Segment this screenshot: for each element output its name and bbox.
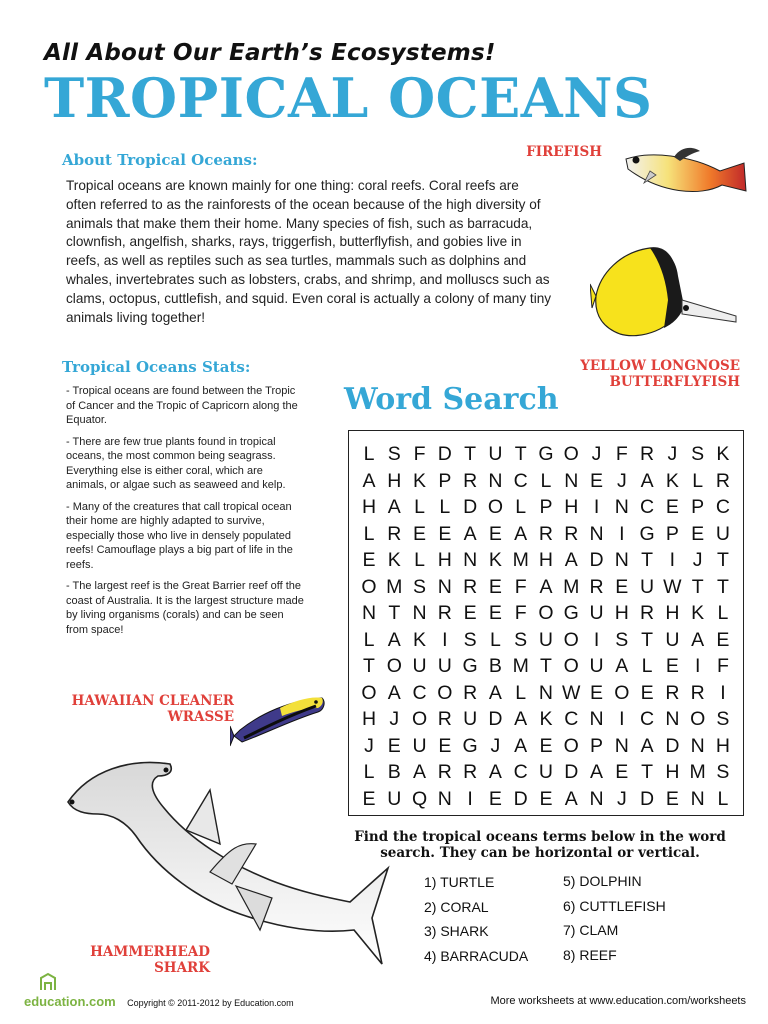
stats-item: - There are few true plants found in tropical oceans, the most common being seagrass. Everything else is either coral, which are animals, or algae such as seaweed and kelp. [66,435,286,491]
grid-letter: C [640,496,655,518]
grid-letter: N [690,787,705,810]
stats-heading: Tropical Oceans Stats: [62,358,251,376]
grid-letter: C [640,708,655,730]
stats-item: - Tropical oceans are found between the Tropic of Cancer and the Tropic of Capricorn along the Equator. [66,385,298,426]
grid-letter: E [716,628,730,651]
grid-letter: T [641,549,654,571]
grid-letter: T [514,443,527,465]
grid-letter: U [715,522,730,545]
grid-letter: N [437,787,452,810]
grid-letter: O [563,443,579,465]
grid-letter: P [665,522,679,545]
grid-letter: E [665,496,679,518]
grid-letter: R [640,443,655,465]
footer-copyright: Copyright © 2011-2012 by Education.com [127,998,294,1008]
grid-letter: L [515,681,527,704]
grid-letter: R [665,681,680,704]
grid-letter: D [488,708,503,730]
butterflyfish-illustration [590,244,740,344]
grid-letter: U [387,787,402,810]
grid-letter: U [589,655,604,677]
grid-letter: K [413,628,427,651]
grid-letter: L [717,787,729,810]
stats-item: - The largest reef is the Great Barrier reef off the coast of Australia. It is the largest structure made by living organisms (corals) and can be seen from space! [66,580,304,636]
grid-letter: E [488,602,502,624]
word-list-right [563,869,666,967]
stats-list [66,384,304,644]
wrasse-label [72,693,234,725]
grid-letter: P [438,469,452,492]
footer-more-link[interactable]: More worksheets at www.education.com/worksheets [490,995,746,1007]
grid-row [357,521,735,548]
grid-letter: K [413,469,427,492]
grid-letter: A [362,469,376,492]
grid-letter: E [438,734,452,757]
grid-letter: N [665,708,680,730]
grid-letter: E [387,734,401,757]
grid-letter: A [564,549,578,571]
grid-letter: C [412,681,427,704]
grid-letter: U [412,734,427,757]
grid-letter: B [488,655,502,677]
grid-letter: L [363,522,375,545]
grid-letter: R [589,575,604,598]
grid-letter: N [589,522,604,545]
shark-label [90,944,210,976]
grid-letter: L [540,469,552,492]
grid-letter: D [463,496,478,518]
grid-letter: F [514,575,527,598]
grid-letter: I [619,522,625,545]
grid-letter: A [615,655,629,677]
grid-letter: E [488,787,502,810]
grid-letter: L [717,602,729,624]
grid-letter: O [563,734,579,757]
word-list-left [424,870,528,968]
grid-letter: H [614,602,629,624]
grid-letter: N [589,708,604,730]
grid-row [357,653,735,680]
grid-letter: J [616,787,627,810]
grid-letter: R [640,602,655,624]
grid-row [357,468,735,495]
grid-row [357,759,735,786]
grid-letter: C [513,761,528,783]
grid-letter: U [463,708,478,730]
grid-letter: A [514,708,528,730]
grid-letter: D [437,443,452,465]
grid-letter: A [539,575,553,598]
word-item: 2) CORAL [424,898,489,915]
grid-letter: T [363,655,375,677]
grid-letter: U [412,655,427,677]
grid-letter: I [619,708,625,730]
grid-letter: R [437,761,452,783]
grid-letter: R [437,602,452,624]
grid-letter: E [615,575,629,598]
grid-letter: A [387,681,401,704]
grid-letter: O [563,628,579,651]
grid-letter: L [515,496,527,518]
stats-item: - Many of the creatures that call tropical ocean their home are highly adapted to survive, especially those who live in densely populated reefs! Camouflage plays a big part of life in the reefs. [66,500,293,571]
page-title: TROPICAL OCEANS [44,66,653,130]
grid-letter: G [639,522,655,545]
grid-letter: E [590,681,604,704]
grid-letter: E [362,787,376,810]
grid-letter: J [616,469,627,492]
grid-letter: E [438,522,452,545]
grid-letter: T [464,443,477,465]
grid-letter: J [490,734,501,757]
grid-letter: E [463,602,477,624]
grid-letter: H [437,549,452,571]
grid-letter: Q [411,787,428,810]
grid-row [357,733,735,760]
grid-letter: L [692,469,704,492]
grid-letter: U [488,443,503,465]
butterflyfish-label-line2: BUTTERFLYFISH [609,374,740,390]
grid-letter: A [488,681,502,704]
grid-letter: A [413,761,427,783]
grid-letter: D [665,734,680,757]
grid-letter: K [539,708,553,730]
grid-letter: T [388,602,401,624]
grid-letter: A [463,522,477,545]
grid-letter: P [691,496,705,518]
grid-row [357,706,735,733]
grid-letter: H [387,469,402,492]
word-item: 7) CLAM [563,922,619,938]
grid-letter: G [563,602,579,624]
grid-letter: L [641,655,653,677]
grid-letter: J [364,734,374,757]
grid-letter: C [564,708,579,730]
grid-letter: E [665,787,679,810]
grid-letter: P [539,496,553,518]
grid-letter: S [463,628,477,651]
grid-letter: H [715,734,730,757]
grid-letter: I [720,681,726,704]
grid-letter: A [514,734,528,757]
grid-letter: A [564,787,578,810]
grid-letter: U [665,628,680,651]
grid-letter: N [589,787,604,810]
education-logo-icon [38,972,58,992]
grid-letter: A [514,522,528,545]
grid-letter: M [563,575,580,598]
grid-letter: N [488,469,503,492]
grid-letter: S [716,708,730,730]
grid-letter: M [512,549,529,571]
word-item: 6) CUTTLEFISH [563,897,666,914]
grid-letter: O [614,681,630,704]
grid-letter: O [411,708,428,730]
grid-letter: E [615,761,629,783]
grid-letter: N [614,496,629,518]
grid-letter: K [691,602,705,624]
butterflyfish-label-line1: YELLOW LONGNOSE [580,358,740,374]
grid-letter: R [564,522,579,545]
grid-letter: U [437,655,452,677]
grid-letter: R [538,522,554,545]
grid-letter: G [462,655,478,677]
grid-letter: W [663,575,682,598]
word-item: 3) SHARK [424,923,489,939]
grid-letter: I [593,628,600,651]
word-item: 1) TURTLE [424,874,495,890]
grid-letter: W [562,681,581,704]
grid-letter: I [593,496,600,518]
grid-letter: D [564,761,579,783]
grid-letter: E [539,734,553,757]
grid-letter: J [692,549,703,571]
grid-letter: J [667,443,678,465]
grid-letter: C [715,496,730,518]
grid-letter: H [361,496,377,518]
grid-row [357,786,735,813]
grid-letter: F [615,443,628,465]
word-search-instructions: Find the tropical oceans terms below in the word search. They can be horizontal or vertical. [354,829,726,861]
grid-letter: D [513,787,528,810]
grid-letter: D [640,787,655,810]
grid-letter: B [387,761,401,783]
grid-letter: K [665,469,679,492]
grid-letter: S [615,628,629,651]
grid-letter: K [716,443,730,465]
grid-letter: U [538,628,554,651]
grid-letter: I [669,549,676,571]
grid-row [357,494,735,521]
grid-letter: O [386,655,402,677]
grid-letter: R [463,469,478,492]
grid-letter: R [715,469,730,492]
word-item: 5) DOLPHIN [563,873,642,889]
grid-letter: G [462,734,478,757]
grid-letter: I [694,655,701,677]
grid-letter: E [665,655,679,677]
grid-letter: A [488,761,502,783]
grid-letter: K [387,549,401,571]
grid-letter: A [590,761,604,783]
firefish-label: FIREFISH [526,144,602,160]
grid-letter: O [361,575,377,598]
wrasse-label-line2: WRASSE [167,709,234,725]
grid-letter: R [690,681,705,704]
firefish-illustration [620,143,750,205]
grid-letter: F [413,443,426,465]
grid-letter: S [691,443,705,465]
grid-row [357,600,735,627]
grid-letter: E [640,681,654,704]
wrasse-label-line1: HAWAIIAN CLEANER [71,693,234,709]
grid-letter: E [539,787,553,810]
grid-letter: N [412,602,427,624]
grid-letter: T [716,549,729,571]
grid-letter: F [514,602,527,624]
grid-letter: O [437,681,453,704]
grid-letter: A [387,628,401,651]
grid-letter: N [614,549,629,571]
grid-letter: O [538,602,554,624]
wrasse-illustration [230,690,330,748]
grid-letter: S [514,628,528,651]
grid-letter: U [538,761,554,783]
grid-letter: O [690,708,706,730]
grid-letter: L [363,761,375,783]
grid-letter: J [591,443,602,465]
grid-letter: E [488,522,502,545]
grid-letter: H [665,602,680,624]
about-text: Tropical oceans are known mainly for one thing: coral reefs. Coral reefs are often referred to as the rainforests of the ocean because of the high diversity of animals that make them their home. Many species of fish, such as barracuda, clownfish, angelfish, sharks, rays, triggerfish, butterflyfish, and gobies live in reefs, as well as reptiles such as sea turtles, mammals such as dolphins and whales, invertebrates such as lobsters, crabs, and shrimp, and molluscs such as clams, octopus, cuttlefish, and squid. Even coral is actually a colony of many tiny animals living together! [66,178,552,325]
grid-letter: H [564,496,579,518]
grid-letter: G [538,443,554,465]
grid-row [357,574,735,601]
word-item: 4) BARRACUDA [424,947,529,964]
grid-letter: L [414,496,425,518]
grid-letter: E [362,549,376,571]
grid-letter: O [361,681,377,704]
grid-letter: N [690,734,705,757]
grid-letter: N [538,681,554,704]
grid-letter: P [590,734,604,757]
hammerhead-shark-illustration [60,752,396,974]
grid-letter: N [361,602,377,624]
footer-left [24,994,294,1009]
grid-row [357,441,735,468]
footer-brand: education.com [24,994,116,1009]
grid-letter: E [590,469,604,492]
grid-letter: J [389,708,400,730]
butterflyfish-label [580,358,740,390]
grid-letter: T [691,575,704,598]
grid-letter: E [413,522,427,545]
grid-letter: H [665,761,680,783]
grid-letter: N [437,575,452,598]
grid-letter: L [414,549,425,571]
grid-letter: S [413,575,427,598]
grid-letter: L [363,443,375,465]
grid-letter: T [540,655,552,677]
grid-letter: T [716,575,729,598]
grid-letter: A [640,469,654,492]
grid-letter: L [363,628,375,651]
grid-letter: N [614,734,629,757]
grid-letter: A [691,628,705,651]
about-heading: About Tropical Oceans: [62,151,258,169]
grid-letter: H [361,708,377,730]
word-search-grid [348,430,744,816]
grid-letter: O [487,496,503,518]
word-search-title: Word Search [344,382,559,417]
grid-letter: T [641,628,654,651]
grid-letter: R [463,761,478,783]
word-item: 8) REEF [563,946,617,963]
grid-letter: K [488,549,502,571]
grid-letter: I [442,628,448,651]
grid-letter: E [691,522,705,545]
grid-letter: L [439,496,451,518]
grid-letter: R [463,681,478,704]
grid-letter: D [589,549,604,571]
grid-letter: R [463,575,478,598]
grid-letter: H [538,549,554,571]
grid-letter: S [716,761,730,783]
grid-letter: U [640,575,655,598]
grid-letter: E [488,575,502,598]
grid-row [357,547,735,574]
grid-letter: A [387,496,401,518]
grid-letter: M [386,575,403,598]
grid-letter: O [563,655,579,677]
grid-letter: M [689,761,706,783]
supertitle: All About Our Earth’s Ecosystems! [44,40,496,66]
grid-letter: U [589,602,604,624]
grid-letter: R [387,522,402,545]
grid-letter: R [437,708,452,730]
grid-row [357,627,735,654]
grid-letter: L [489,628,501,651]
shark-label-line2: SHARK [154,960,210,976]
shark-label-line1: HAMMERHEAD [90,944,210,960]
grid-letter: A [640,734,654,757]
grid-letter: N [463,549,478,571]
grid-letter: T [641,761,654,783]
grid-row [357,680,735,707]
grid-letter: N [564,469,579,492]
grid-letter: F [716,655,729,677]
grid-letter: I [467,787,473,810]
grid-letter: M [512,655,529,677]
grid-letter: C [513,469,528,492]
grid-letter: S [387,443,401,465]
